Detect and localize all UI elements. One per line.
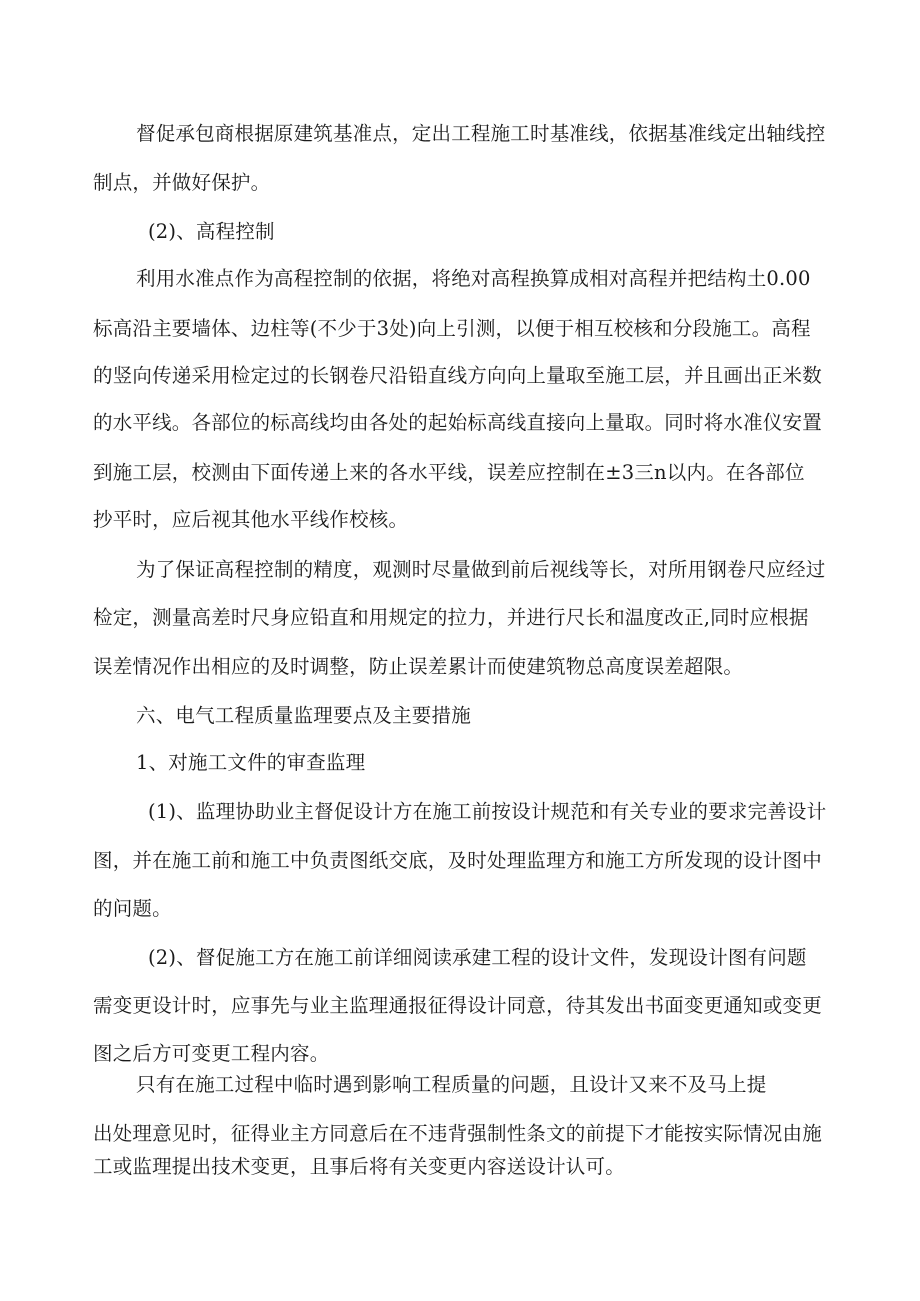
list-item-line: 的问题。 [93, 897, 172, 920]
paragraph-line: 工或监理提出技术变更，且事后将有关变更内容送设计认可。 [93, 1155, 625, 1178]
section-title: 六、电气工程质量监理要点及主要措施 [136, 704, 471, 727]
paragraph-line: 到施工层，校测由下面传递上来的各水平线，误差应控制在±3三n以内。在各部位 [93, 461, 805, 484]
subheading-elevation-control: (2)、高程控制 [148, 220, 275, 243]
paragraph-line: 检定，测量高差时尺身应铅直和用规定的拉力，并进行尺长和温度改正,同时应根据 [93, 606, 809, 629]
paragraph-line: 误差情况作出相应的及时调整，防止误差累计而使建筑物总高度误差超限。 [93, 655, 744, 678]
paragraph-line: 为了保证高程控制的精度，观测时尽量做到前后视线等长，对所用钢卷尺应经过 [136, 558, 826, 581]
list-item-line: 图之后方可变更工程内容。 [93, 1042, 330, 1065]
paragraph-line: 的竖向传递采用检定过的长钢卷尺沿铅直线方向向上量取至施工层，并且画出正米数 [93, 364, 822, 387]
list-item-line: (1)、监理协助业主督促设计方在施工前按设计规范和有关专业的要求完善设计 [148, 800, 827, 823]
paragraph-line: 抄平时，应后视其他水平线作校核。 [93, 508, 409, 531]
paragraph-line: 标高沿主要墙体、边柱等(不少于3处)向上引测，以便于相互校核和分段施工。高程 [93, 317, 811, 340]
list-item-line: 图，并在施工前和施工中负责图纸交底，及时处理监理方和施工方所发现的设计图中 [93, 849, 822, 872]
list-item-line: (2)、督促施工方在施工前详细阅读承建工程的设计文件，发现设计图有问题 [148, 946, 807, 969]
list-item-line: 需变更设计时，应事先与业主监理通报征得设计同意，待其发出书面变更通知或变更 [93, 994, 822, 1017]
subsection-title: 1、对施工文件的审查监理 [136, 751, 366, 774]
paragraph-line: 的水平线。各部位的标高线均由各处的起始标高线直接向上量取。同时将水准仪安置 [93, 411, 822, 434]
paragraph-line: 制点，并做好保护。 [93, 171, 271, 194]
paragraph-line: 督促承包商根据原建筑基准点，定出工程施工时基准线，依据基准线定出轴线控 [136, 122, 826, 145]
paragraph-line: 只有在施工过程中临时遇到影响工程质量的问题，且设计又来不及马上提 [136, 1073, 767, 1096]
paragraph-line: 出处理意见时，征得业主方同意后在不违背强制性条文的前提下才能按实际情况由施 [93, 1122, 822, 1145]
paragraph-line: 利用水准点作为高程控制的依据，将绝对高程换算成相对高程并把结构土0.00 [136, 267, 811, 290]
